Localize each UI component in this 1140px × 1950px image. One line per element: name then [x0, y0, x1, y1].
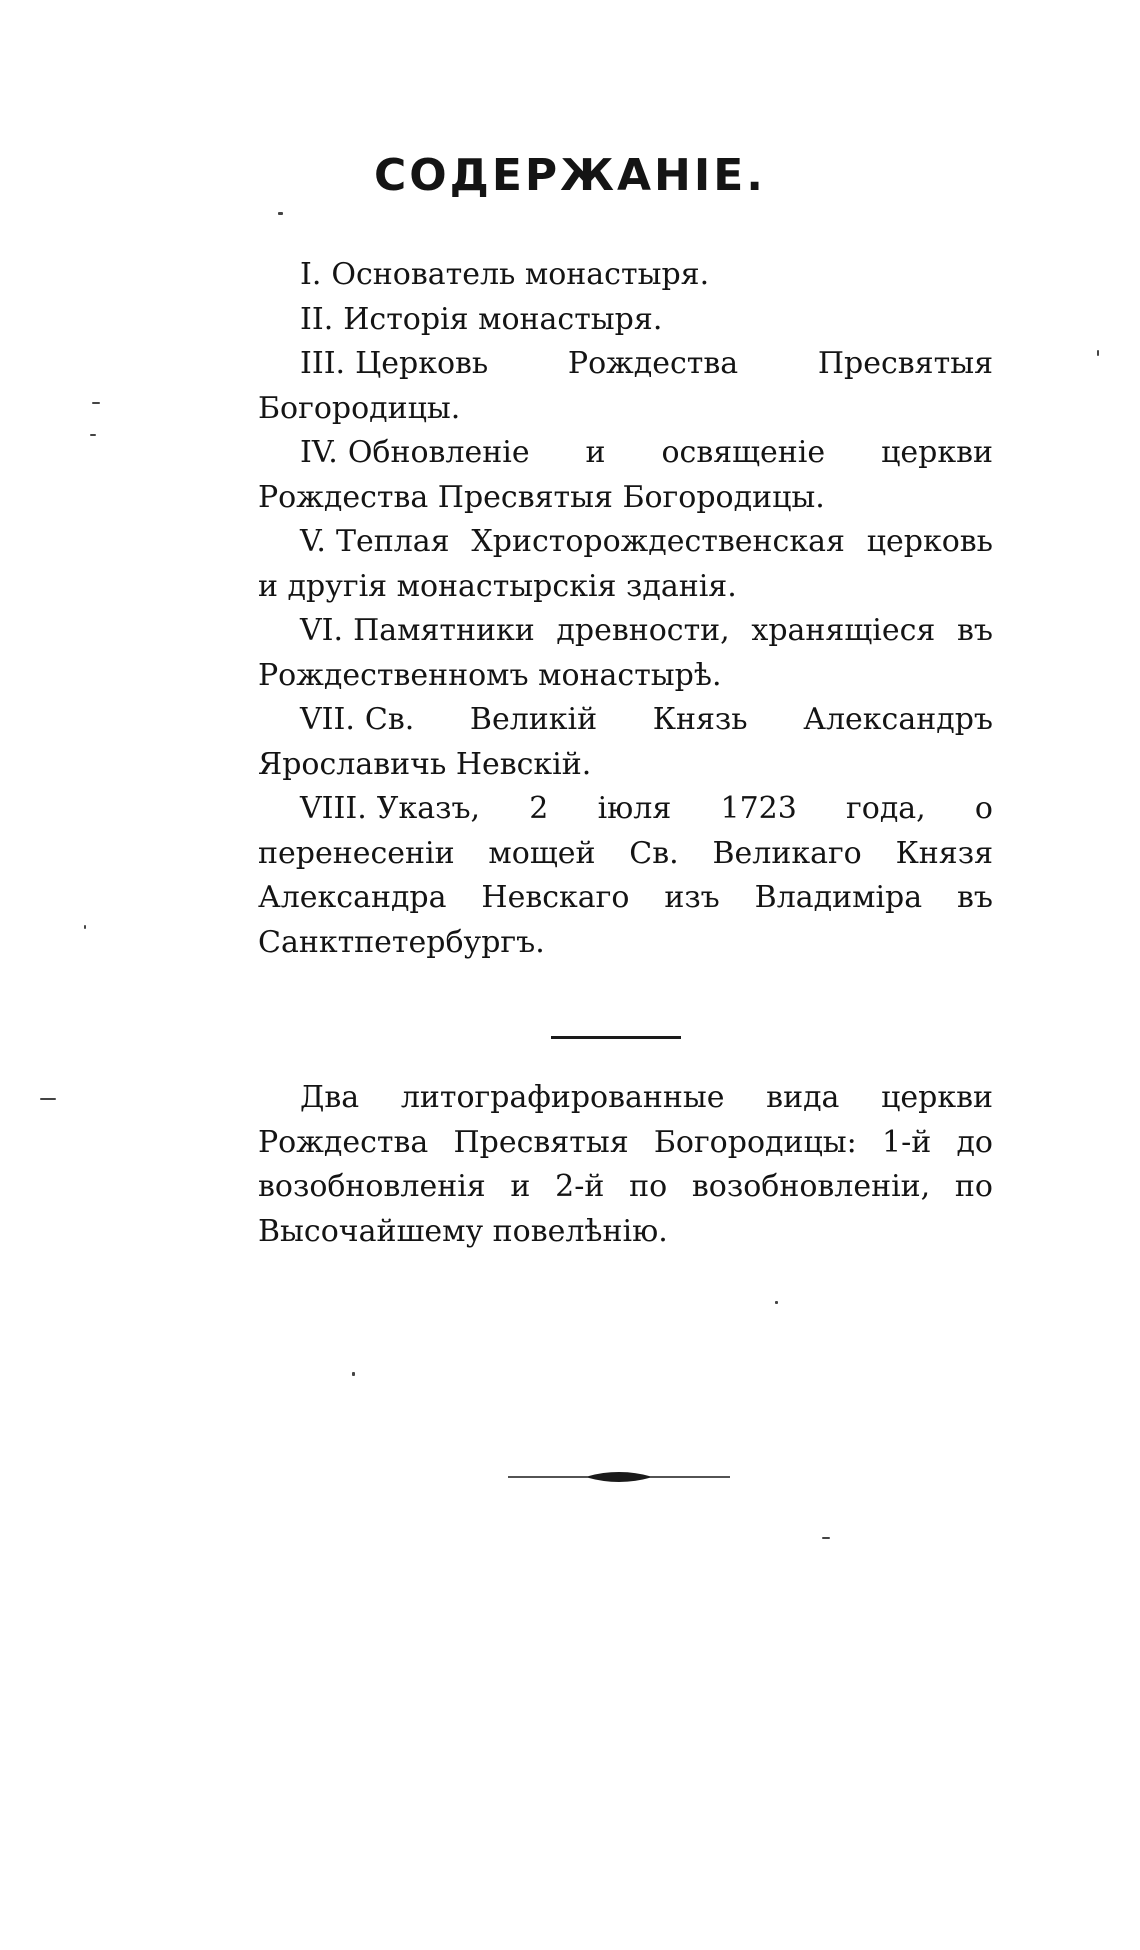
toc-entry: [258, 787, 993, 965]
paper-speck: [40, 1098, 56, 1100]
toc-entry-text: Основатель монастыря.: [331, 257, 710, 292]
toc-entry-text: Памятники древности, хранящіеся въ Рождественномъ монастырѣ.: [258, 613, 993, 693]
toc-entry-number: VIII.: [300, 791, 367, 826]
section-divider: [551, 1036, 681, 1039]
illustrations-note: Два литографированные вида церкви Рождества Пресвятыя Богородицы: 1-й до возобновленія и 2-й по возобновленіи, по Высочайшему повелѣнію.: [258, 1080, 993, 1249]
paper-speck: [84, 925, 86, 929]
toc-entry: [258, 609, 993, 698]
end-ornament-rule: [508, 1471, 730, 1483]
toc-entry: [258, 698, 993, 787]
paper-speck: [90, 434, 96, 436]
toc-entry: [258, 431, 993, 520]
toc-entry: [258, 253, 993, 298]
toc-entry-number: VII.: [300, 702, 355, 737]
paper-speck: [1097, 350, 1099, 356]
toc-entry-text: Обновленіе и освященіе церкви Рождества Пресвятыя Богородицы.: [258, 435, 993, 515]
paper-speck: [822, 1537, 830, 1539]
toc-entry-text: Церковь Рождества Пресвятыя Богородицы.: [258, 346, 993, 426]
toc-entry-number: VI.: [300, 613, 344, 648]
toc-entry: [258, 342, 993, 431]
paper-speck: [775, 1301, 778, 1304]
toc-entry-text: Теплая Христорождественская церковь и другія монастырскія зданія.: [258, 524, 993, 604]
paper-speck: [278, 212, 283, 215]
toc-entry-number: II.: [300, 301, 334, 337]
toc-entry-text: Указъ, 2 іюля 1723 года, о перенесеніи мощей Св. Великаго Князя Александра Невскаго изъ Владиміра въ Санктпетербургъ.: [258, 791, 993, 960]
toc-entry: [258, 520, 993, 609]
toc-entry: [258, 298, 993, 343]
toc-entry-number: IV.: [300, 435, 338, 470]
table-of-contents: [258, 253, 993, 965]
toc-entry-number: V.: [300, 524, 326, 559]
toc-entry-text: Св. Великій Князь Александръ Ярославичь Невскій.: [258, 702, 993, 782]
paper-speck: [92, 402, 100, 404]
toc-entry-text: Исторія монастыря.: [343, 301, 663, 337]
page-title: СОДЕРЖАНІЕ.: [373, 150, 767, 201]
toc-entry-number: III.: [300, 346, 346, 381]
toc-entry-number: I.: [300, 257, 322, 292]
paper-speck: [352, 1372, 355, 1376]
